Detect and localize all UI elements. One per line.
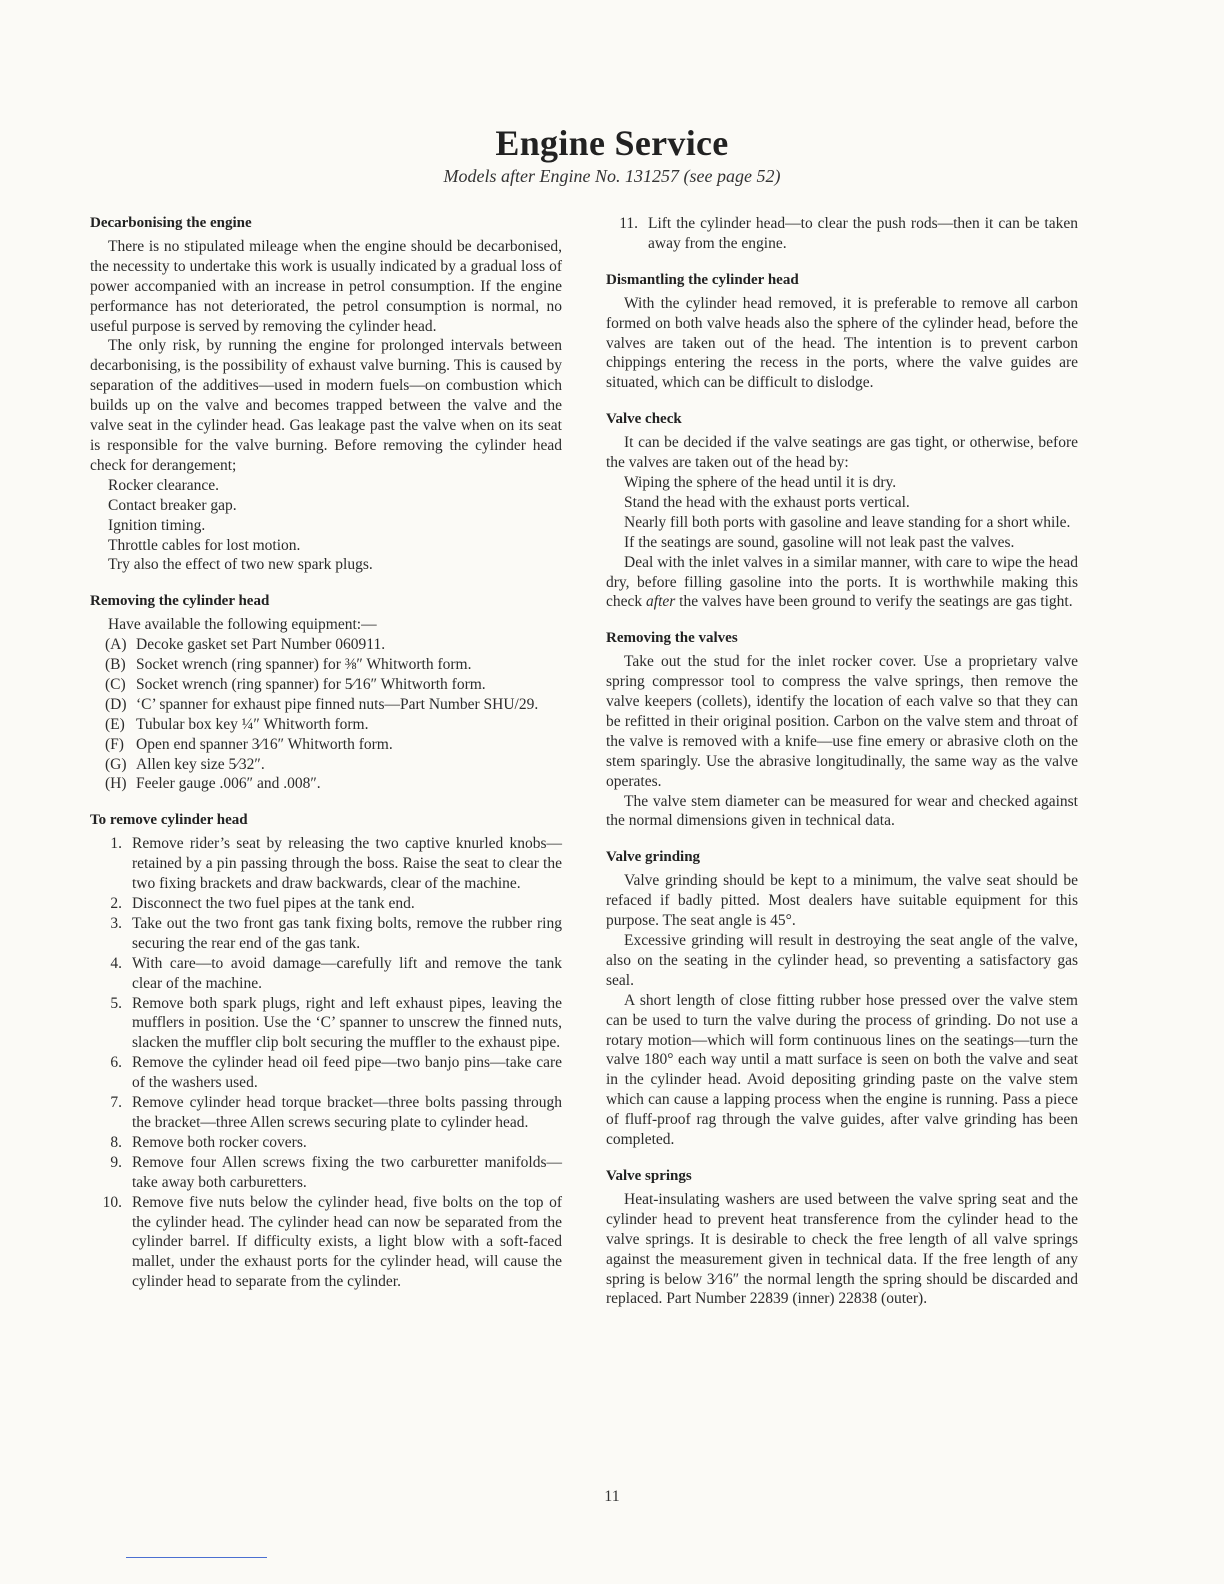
text-run: Deal with the inlet valves in a similar manner, with care to wipe the head dry, before filling gasoline into the ports. It is worthwhile making this check [606,553,1078,611]
equipment-text: Socket wrench (ring spanner) for ⅜″ Whitworth form. [136,656,472,674]
footer-rule [126,1557,267,1558]
equipment-key: (D) [105,695,127,713]
paragraph: Stand the head with the exhaust ports vertical. [624,493,910,511]
equipment-text: Socket wrench (ring spanner) for 5⁄16″ Whitworth form. [136,675,486,693]
step-number: 2. [110,895,122,912]
paragraph: Take out the stud for the inlet rocker cover. Use a proprietary valve spring compressor tool to compress the valve springs, then remove the valve keepers (collets), identify the location of each valve so that they can be refitted in their original position. Carbon on the valve stem and throat of the valve is removed with a knife—use fine emery or abrasive cloth on the stem sparingly. Use the abrasive longitudinally, the same way as the valve operates. [606,653,1078,790]
equipment-key: (H) [105,775,127,793]
step-number: 1. [110,835,122,853]
section-heading: Valve grinding [606,849,701,866]
step-item [90,914,562,954]
section-heading: Removing the valves [606,630,738,647]
equipment-item [90,735,562,755]
section-valve-check [606,410,1078,612]
equipment-text: Open end spanner 3⁄16″ Whitworth form. [136,735,393,753]
paragraph: Excessive grinding will result in destroying the seat angle of the valve, also on the seating in the cylinder head, so preventing a satisfactory gas seal. [606,932,1078,989]
section-heading: Valve springs [606,1167,692,1184]
step-number: 5. [110,994,122,1012]
paragraph: Wiping the sphere of the head until it is dry. [624,473,897,491]
paragraph: If the seatings are sound, gasoline will not leak past the valves. [624,533,1015,551]
paragraph: Heat-insulating washers are used between the valve spring seat and the cylinder head to prevent heat transference from the cylinder head to the valve springs. It is desirable to check the free length of all valve springs against the measurement given in technical data. If the free length of any spring is below 3⁄16″ the normal length the spring should be discarded and replaced. Part Number 22839 (inner) 22838 (outer). [606,1190,1078,1308]
equipment-key: (C) [105,675,126,693]
check-item: Contact breaker gap. [108,496,237,514]
equipment-text: Decoke gasket set Part Number 060911. [136,636,386,654]
paragraph: Nearly fill both ports with gasoline and leave standing for a short while. [624,513,1071,531]
step-number: 3. [110,914,122,932]
section-removing-valves [606,629,1078,831]
step-number: 7. [110,1094,122,1112]
paragraph [606,553,1078,613]
step-item [90,1093,562,1133]
equipment-item [90,715,562,735]
emphasis: after [646,593,676,611]
equipment-key: (F) [105,735,124,753]
page-number: 11 [604,1488,620,1505]
step-text: Remove both spark plugs, right and left exhaust pipes, leaving the mufflers in position. Use the ‘C’ spanner to unscrew the finned nuts, slacken the muffler clip bolt securing the muffler to the exhaust pipe. [132,994,562,1052]
paragraph: With the cylinder head removed, it is preferable to remove all carbon formed on both valve heads also the sphere of the cylinder head, before the valves are taken out of the head. The intention is to prevent carbon chippings entering the recess in the ports, where the valve guides are situated, which can be difficult to dislodge. [606,294,1078,392]
step-item [90,834,562,894]
step-item [90,1133,562,1153]
step-text: Remove cylinder head torque bracket—three bolts passing through the bracket—three Allen screws securing plate to cylinder head. [132,1094,562,1131]
section-removing-head [90,592,562,794]
step-number: 6. [110,1054,122,1072]
step-number: 10. [102,1193,122,1211]
check-item: Throttle cables for lost motion. [108,536,301,554]
equipment-key: (B) [105,656,126,674]
page-subtitle: Models after Engine No. 131257 (see page 52) [443,166,781,186]
step-text: Lift the cylinder head—to clear the push rods—then it can be taken away from the engine. [648,215,1078,252]
equipment-item [90,655,562,675]
step-number: 4. [110,954,122,972]
section-heading: Valve check [606,411,682,428]
left-column [90,214,562,1309]
step-text: Remove both rocker covers. [132,1133,307,1151]
paragraph: Valve grinding should be kept to a minimum, the valve seat should be refaced if badly pitted. Most dealers have suitable equipment for this purpose. The seat angle is 45°. [606,872,1078,930]
paragraph: There is no stipulated mileage when the engine should be decarbonised, the necessity to undertake this work is usually indicated by a gradual loss of power accompanied with an increase in petrol consumption. If the engine performance has not deteriorated, the petrol consumption is normal, no useful purpose is served by removing the cylinder head. [90,237,562,335]
step-text: Remove rider’s seat by releasing the two captive knurled knobs—retained by a pin passing through the boss. Raise the seat to clear the two fixing brackets and draw backwards, clear of the machine. [132,835,562,893]
step-number: 8. [110,1133,122,1151]
section-decarbonising [90,214,562,575]
section-dismantling [606,271,1078,393]
step-item [90,994,562,1054]
section-valve-springs [606,1167,1078,1309]
equipment-key: (A) [105,636,127,654]
step-item [90,1153,562,1193]
section-heading: Dismantling the cylinder head [606,271,799,288]
section-valve-grinding [606,848,1078,1150]
equipment-intro: Have available the following equipment:— [108,616,377,634]
text-run: the valves have been ground to verify the seatings are gas tight. [675,593,1073,611]
check-item: Ignition timing. [108,516,206,534]
step-number: 11. [619,215,638,232]
section-remove-steps [90,811,562,1292]
equipment-item [90,675,562,695]
paragraph: A short length of close fitting rubber hose pressed over the valve stem can be used to turn the valve during the process of grinding. Do not use a rotary motion—which will form continuous lines on the seatings—turn the valve 180° each way until a matt surface is seen on both the valve and seat in the cylinder head. Avoid depositing grinding paste on the valve stem which can cause a lapping process when the engine is running. Pass a piece of fluff-proof rag through the valve guides, after valve grinding has been completed. [606,991,1078,1149]
paragraph: The only risk, by running the engine for prolonged intervals between decarbonising, is the possibility of exhaust valve burning. This is caused by separation of the additives—used in modern fuels—on combustion which builds up on the valve and becomes trapped between the valve and the valve seat in the cylinder head. Gas leakage past the valve when on its seat is responsible for the valve burning. Before removing the cylinder head check for derangement; [90,337,562,474]
equipment-key: (E) [105,715,125,733]
step-item [90,1053,562,1093]
step-text: Remove four Allen screws fixing the two carburetter manifolds—take away both carburetters. [132,1153,562,1191]
right-column [606,214,1078,1326]
equipment-text: ‘C’ spanner for exhaust pipe finned nuts—Part Number SHU/29. [136,695,539,713]
equipment-key: (G) [105,755,127,773]
equipment-text: Feeler gauge .006″ and .008″. [136,775,321,793]
equipment-text: Tubular box key ¼″ Whitworth form. [136,715,369,733]
step-number: 9. [110,1153,122,1171]
equipment-item [90,755,562,775]
section-heading: To remove cylinder head [90,812,248,829]
step-text: With care—to avoid damage—carefully lift and remove the tank clear of the machine. [132,954,562,992]
page-title: Engine Service [495,123,729,163]
section-heading: Decarbonising the engine [90,215,252,231]
equipment-item [90,774,562,794]
check-item: Rocker clearance. [108,476,220,494]
step-item [606,214,1078,254]
check-item: Try also the effect of two new spark plugs. [108,556,373,574]
section-step-11 [606,214,1078,254]
paragraph: It can be decided if the valve seatings are gas tight, or otherwise, before the valves are taken out of the head by: [606,434,1078,472]
step-text: Remove the cylinder head oil feed pipe—two banjo pins—take care of the washers used. [132,1054,562,1092]
step-item [90,1193,562,1293]
step-item [90,894,562,914]
section-heading: Removing the cylinder head [90,593,270,610]
step-text: Disconnect the two fuel pipes at the tank end. [132,895,415,912]
equipment-item [90,695,562,715]
step-text: Take out the two front gas tank fixing bolts, remove the rubber ring securing the rear end of the gas tank. [132,914,562,952]
paragraph: The valve stem diameter can be measured for wear and checked against the normal dimensions given in technical data. [606,792,1078,830]
equipment-text: Allen key size 5⁄32″. [136,755,265,773]
step-text: Remove five nuts below the cylinder head, five bolts on the top of the cylinder head. The cylinder head can now be separated from the cylinder barrel. If difficulty exists, a light blow with a soft-faced mallet, under the exhaust ports for the cylinder head, will cause the cylinder head to separate from the cylinder. [132,1193,562,1291]
step-item [90,954,562,994]
equipment-item [90,635,562,655]
